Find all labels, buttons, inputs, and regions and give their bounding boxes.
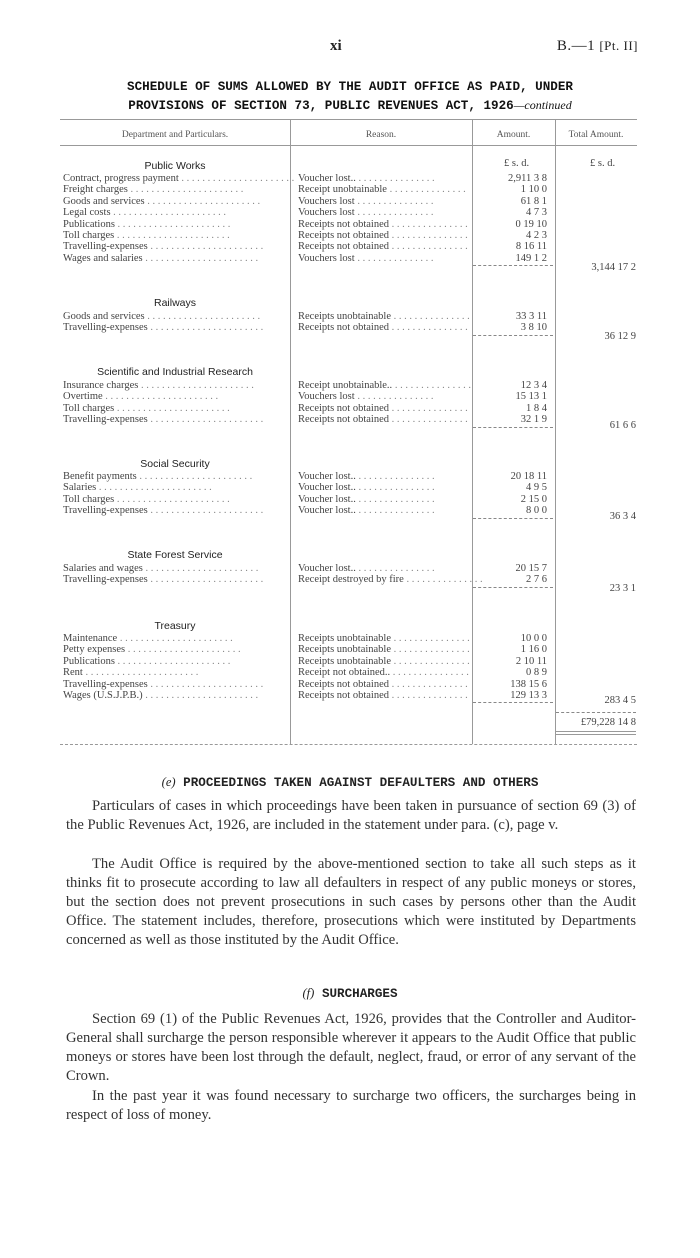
row-particular: Toll charges . . . . . . . . . . . . . . . . . . . . . . — [63, 493, 230, 505]
table-row — [0, 391, 700, 402]
table-row — [0, 173, 700, 184]
row-particular: Contract, progress payment . . . . . . . . . . . . . . . . . . . . . . — [63, 173, 295, 184]
row-amount: 1 10 0 — [520, 184, 547, 196]
row-particular: Wages and salaries . . . . . . . . . . . . . . . . . . . . . . — [63, 252, 259, 264]
row-reason: Receipts unobtainable . . . . . . . . . . . . . . . — [298, 311, 470, 322]
row-reason: Vouchers lost . . . . . . . . . . . . . . . — [298, 207, 434, 219]
document-ref — [557, 38, 638, 55]
col-header-amount: Amount. — [496, 130, 531, 140]
section-total: 36 3 4 — [609, 511, 636, 522]
row-reason: Voucher lost.. . . . . . . . . . . . . . . . — [298, 482, 435, 494]
row-reason: Receipts not obtained . . . . . . . . . . . . . . . — [298, 402, 468, 414]
section-title: Public Works — [144, 160, 206, 172]
grand-total-top-rule — [556, 712, 636, 714]
row-reason: Receipts unobtainable . . . . . . . . . . . . . . . — [298, 655, 470, 667]
grand-total-bottom-rule — [556, 731, 636, 732]
row-reason: Receipts unobtainable . . . . . . . . . . . . . . . — [298, 644, 470, 656]
table-row — [0, 667, 700, 678]
row-particular: Publications . . . . . . . . . . . . . . . . . . . . . . — [63, 655, 231, 667]
row-particular: Freight charges . . . . . . . . . . . . . . . . . . . . . . — [63, 184, 244, 196]
section-title: Treasury — [154, 620, 196, 632]
row-amount: 8 0 0 — [526, 505, 547, 517]
row-particular: Goods and services . . . . . . . . . . . . . . . . . . . . . . — [63, 195, 261, 207]
row-reason: Voucher lost.. . . . . . . . . . . . . . . . — [298, 493, 435, 505]
subtotal-rule — [473, 427, 553, 429]
row-reason: Receipts not obtained . . . . . . . . . . . . . . . — [298, 690, 468, 701]
row-particular: Travelling-expenses . . . . . . . . . . . . . . . . . . . . . . — [63, 678, 264, 690]
row-particular: Toll charges . . . . . . . . . . . . . . . . . . . . . . — [63, 402, 230, 414]
row-particular: Toll charges . . . . . . . . . . . . . . . . . . . . . . — [63, 230, 230, 241]
section-f-label: (f) — [302, 986, 315, 1000]
row-reason: Vouchers lost . . . . . . . . . . . . . . . — [298, 252, 434, 264]
row-particular: Benefit payments . . . . . . . . . . . . . . . . . . . . . . — [63, 471, 253, 482]
row-amount: 12 3 4 — [520, 380, 547, 391]
row-reason: Receipt unobtainable . . . . . . . . . . . . . . . — [298, 184, 466, 196]
row-amount: 1 8 4 — [526, 402, 547, 414]
row-reason: Receipt unobtainable.. . . . . . . . . . . . . . . . — [298, 380, 471, 391]
row-particular: Goods and services . . . . . . . . . . . . . . . . . . . . . . — [63, 311, 261, 322]
row-particular: Travelling-expenses . . . . . . . . . . . . . . . . . . . . . . — [63, 505, 264, 517]
row-amount: 20 15 7 — [515, 563, 547, 574]
table-row — [0, 679, 700, 690]
row-amount: 10 0 0 — [520, 633, 547, 644]
title-line-1: SCHEDULE OF SUMS ALLOWED BY THE AUDIT OFFICE AS PAID, UNDER — [127, 80, 573, 94]
table-row — [0, 633, 700, 644]
table-row — [0, 563, 700, 574]
row-reason: Receipts not obtained . . . . . . . . . . . . . . . — [298, 230, 468, 241]
row-amount: 3 8 10 — [520, 322, 547, 334]
row-amount: 15 13 1 — [515, 391, 547, 403]
row-amount: 138 15 6 — [510, 678, 547, 690]
table-row — [0, 494, 700, 505]
schedule-title — [0, 78, 700, 115]
section-e-paragraph-1: Particulars of cases in which proceedings have been taken in pursuance of section 69 (3) of the Public Revenues Act, 1926, are included in the statement under para. (c), page v. — [66, 798, 636, 833]
section-total: 61 6 6 — [609, 420, 636, 431]
row-amount: 0 8 9 — [526, 667, 547, 679]
section-total: 283 4 5 — [604, 695, 636, 706]
row-amount: 1 16 0 — [520, 644, 547, 656]
section-e-heading — [0, 775, 700, 790]
col-header-department: Department and Particulars. — [121, 130, 229, 140]
row-amount: 4 9 5 — [526, 482, 547, 494]
table-row — [0, 207, 700, 218]
row-particular: Overtime . . . . . . . . . . . . . . . . . . . . . . — [63, 391, 219, 403]
section-title: Scientific and Industrial Research — [97, 366, 253, 378]
table-row — [0, 403, 700, 414]
row-reason: Receipt destroyed by fire . . . . . . . . . . . . . . . — [298, 574, 483, 586]
table-row — [0, 241, 700, 252]
section-title: Railways — [153, 297, 196, 309]
row-reason: Receipts not obtained . . . . . . . . . . . . . . . — [298, 241, 468, 253]
row-reason: Voucher lost.. . . . . . . . . . . . . . . . — [298, 563, 435, 574]
row-particular: Salaries . . . . . . . . . . . . . . . . . . . . . . — [63, 482, 212, 494]
row-amount: 149 1 2 — [515, 252, 547, 264]
amount-currency-units: £ s. d. — [504, 158, 530, 169]
table-row — [0, 380, 700, 391]
title-continued: —continued — [513, 98, 572, 112]
grand-total: £79,228 14 8 — [580, 717, 636, 728]
subtotal-rule — [473, 587, 553, 589]
row-amount: 2,911 3 8 — [508, 173, 547, 184]
section-e-paragraph-2: The Audit Office is required by the above-mentioned section to take all such steps as it thinks fit to prosecute according to law all defaulters in respect of any public moneys or stores, but the section does not prevent prosecutions in such cases by persons other than the Audit Office. The statement includes, therefore, prosecutions which were instituted by Departments concerned as well as those instituted by the Audit Office. — [66, 856, 636, 948]
row-particular: Travelling-expenses . . . . . . . . . . . . . . . . . . . . . . — [63, 414, 264, 426]
row-reason: Receipts not obtained . . . . . . . . . . . . . . . — [298, 678, 468, 690]
table-top-rule — [60, 119, 637, 120]
subtotal-rule — [473, 702, 553, 704]
row-amount: 61 8 1 — [520, 195, 547, 207]
row-reason: Vouchers lost . . . . . . . . . . . . . . . — [298, 195, 434, 207]
row-particular: Wages (U.S.J.P.B.) . . . . . . . . . . . . . . . . . . . . . . — [63, 690, 259, 701]
section-total: 36 12 9 — [604, 331, 636, 342]
total-currency-units: £ s. d. — [590, 158, 616, 169]
table-row — [0, 471, 700, 482]
col-header-reason: Reason. — [365, 130, 397, 140]
ref-code: B.—1 — [556, 38, 596, 54]
row-amount: 2 10 11 — [515, 655, 547, 667]
title-line-2 — [0, 96, 700, 115]
col-header-total: Total Amount. — [568, 130, 624, 140]
row-particular: Legal costs . . . . . . . . . . . . . . . . . . . . . . — [63, 207, 227, 219]
section-total: 3,144 17 2 — [591, 262, 636, 273]
table-row — [0, 219, 700, 230]
row-amount: 2 7 6 — [526, 574, 547, 586]
row-reason: Voucher lost.. . . . . . . . . . . . . . . . — [298, 471, 435, 482]
table-row — [0, 184, 700, 195]
row-particular: Insurance charges . . . . . . . . . . . . . . . . . . . . . . — [63, 380, 254, 391]
row-reason: Voucher lost.. . . . . . . . . . . . . . . . — [298, 505, 435, 517]
row-amount: 0 19 10 — [515, 218, 547, 230]
row-reason: Receipts not obtained . . . . . . . . . . . . . . . — [298, 218, 468, 230]
subtotal-rule — [473, 335, 553, 337]
row-amount: 4 7 3 — [526, 207, 547, 219]
row-particular: Salaries and wages . . . . . . . . . . . . . . . . . . . . . . — [63, 563, 259, 574]
row-particular: Travelling-expenses . . . . . . . . . . . . . . . . . . . . . . — [63, 322, 264, 334]
row-particular: Travelling-expenses . . . . . . . . . . . . . . . . . . . . . . — [63, 574, 264, 586]
row-reason: Receipts not obtained . . . . . . . . . . . . . . . — [298, 322, 468, 334]
subtotal-rule — [473, 518, 553, 520]
section-total: 23 3 1 — [609, 583, 636, 594]
section-e-label: (e) — [161, 775, 176, 789]
title-line-2-text: PROVISIONS OF SECTION 73, PUBLIC REVENUES ACT, 1926 — [128, 99, 514, 113]
table-row — [0, 230, 700, 241]
row-particular: Publications . . . . . . . . . . . . . . . . . . . . . . — [63, 218, 231, 230]
section-title: State Forest Service — [127, 549, 223, 561]
ref-part: [Pt. II] — [599, 38, 638, 53]
header-bottom-rule — [60, 145, 637, 146]
grand-total-bottom-rule-2 — [556, 734, 636, 735]
row-reason: Receipt not obtained.. . . . . . . . . . . . . . . . — [298, 667, 469, 679]
table-row — [0, 311, 700, 322]
table-row — [0, 196, 700, 207]
page-number: xi — [330, 38, 342, 54]
row-amount: 32 1 9 — [520, 414, 547, 426]
row-reason: Voucher lost.. . . . . . . . . . . . . . . . — [298, 173, 435, 184]
table-bottom-rule — [60, 744, 637, 746]
row-reason: Receipts not obtained . . . . . . . . . . . . . . . — [298, 414, 468, 426]
subtotal-rule — [473, 265, 553, 267]
row-amount: 129 13 3 — [510, 690, 547, 701]
row-amount: 2 15 0 — [520, 493, 547, 505]
table-row — [0, 656, 700, 667]
section-f-paragraph-2: In the past year it was found necessary to surcharge two officers, the surcharges being in respect of loss of money. — [66, 1088, 636, 1123]
row-reason: Receipts unobtainable . . . . . . . . . . . . . . . — [298, 633, 470, 644]
row-amount: 33 3 11 — [515, 311, 547, 322]
table-row — [0, 644, 700, 655]
section-f-title: SURCHARGES — [321, 987, 398, 1001]
row-particular: Maintenance . . . . . . . . . . . . . . . . . . . . . . — [63, 633, 233, 644]
row-amount: 8 16 11 — [515, 241, 547, 253]
section-title: Social Security — [140, 458, 210, 470]
table-row — [0, 482, 700, 493]
row-amount: 4 2 3 — [526, 230, 547, 241]
section-e-title: PROCEEDINGS TAKEN AGAINST DEFAULTERS AND OTHERS — [183, 776, 539, 790]
row-reason: Vouchers lost . . . . . . . . . . . . . . . — [298, 391, 434, 403]
section-f-paragraph-1: Section 69 (1) of the Public Revenues Act, 1926, provides that the Controller and Auditor-General shall surcharge the person responsible wherever it appears to the Audit Office that public moneys or stores have been lost through the default, neglect, fraud, or error of any servant of the Crown. — [66, 1011, 636, 1084]
section-f-heading — [0, 986, 700, 1001]
row-particular: Travelling-expenses . . . . . . . . . . . . . . . . . . . . . . — [63, 241, 264, 253]
row-amount: 20 18 11 — [510, 471, 547, 482]
row-particular: Petty expenses . . . . . . . . . . . . . . . . . . . . . . — [63, 644, 241, 656]
row-particular: Rent . . . . . . . . . . . . . . . . . . . . . . — [63, 667, 199, 679]
